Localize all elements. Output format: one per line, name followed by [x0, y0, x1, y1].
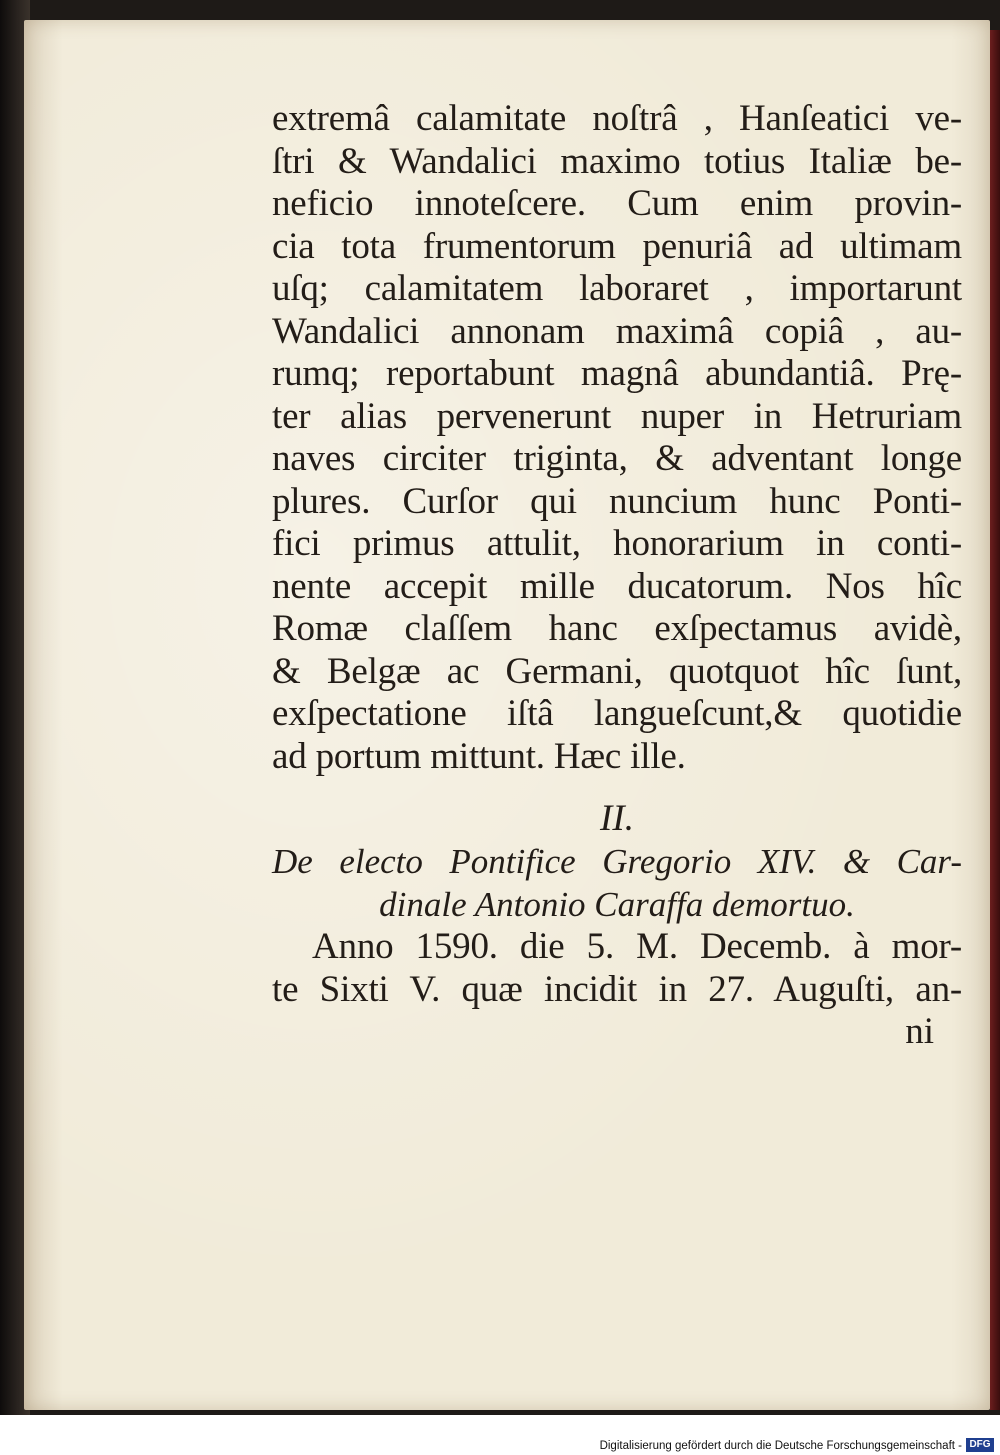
text-line: Anno 1590. die 5. M. Decemb. à mor-	[312, 926, 962, 967]
text-line: nente accepit mille ducatorum. Nos hîc	[272, 565, 962, 607]
text-line: neficio innoteſcere. Cum enim provin-	[272, 183, 962, 224]
text-line: fici primus attulit, honorarium in conti-	[272, 523, 962, 564]
text-line: exſpectatione iſtâ langueſcunt,& quotidie	[272, 693, 962, 734]
dfg-logo: DFG	[966, 1438, 994, 1452]
text-line: naves circiter triginta, & adventant longe	[272, 438, 962, 479]
text-line: rumq; reportabunt magnâ abundantiâ. Prę-	[272, 353, 962, 394]
footer-credit: Digitalisierung gefördert durch die Deutsche Forschungsgemeinschaft -	[599, 1440, 962, 1452]
section-title: De electo Pontifice Gregorio XIV. & Car-	[272, 842, 962, 881]
text-line: Romæ claſſem hanc exſpectamus avidè,	[272, 608, 962, 649]
text-line: ter alias pervenerunt nuper in Hetruriam	[272, 395, 962, 437]
text-line: extremâ calamitate noſtrâ , Hanſeatici ve-	[272, 98, 962, 139]
text-line: uſq; calamitatem laboraret , importarunt	[272, 268, 962, 309]
text-line: te Sixti V. quæ incidit in 27. Auguſti, an-	[272, 968, 962, 1010]
section-title: dinale Antonio Caraffa demortuo.	[379, 885, 855, 924]
text-line: plures. Curſor qui nuncium hunc Ponti-	[272, 480, 962, 522]
text-line: cia tota frumentorum penuriâ ad ultimam	[272, 225, 962, 267]
catchword: ni	[905, 1011, 934, 1052]
page-text	[272, 98, 962, 1053]
footer-bar	[0, 1415, 1000, 1455]
text-line: Wandalici annonam maximâ copiâ , au-	[272, 310, 962, 352]
text-line: & Belgæ ac Germani, quotquot hîc ſunt,	[272, 650, 962, 692]
page-edge	[990, 30, 1000, 1410]
text-line: ad portum mittunt. Hæc ille.	[272, 735, 686, 777]
section-number: II.	[600, 798, 634, 839]
text-line: ſtri & Wandalici maximo totius Italiæ be-	[272, 140, 962, 182]
